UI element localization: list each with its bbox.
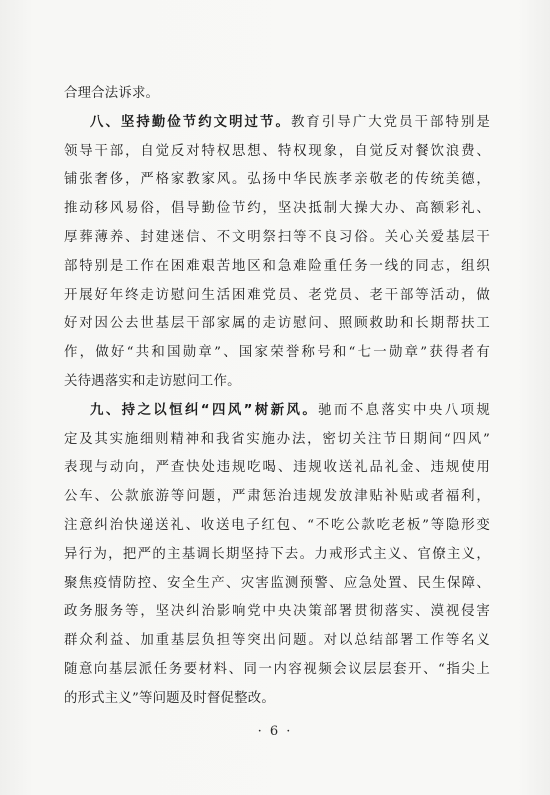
text-line: 合理合法诉求。 xyxy=(64,86,160,101)
text-line: 领导干部，自觉反对特权思想、特权现象，自觉反对餐饮浪费、 xyxy=(64,143,490,159)
text-line: 教育引导广大党员干部特别是 xyxy=(290,114,490,130)
text-line: 开展好年终走访慰问生活困难党员、老党员、老干部等活动，做 xyxy=(64,287,490,303)
text-line: 关待遇落实和走访慰问工作。 xyxy=(64,373,241,389)
text-line: 的形式主义”等问题及时督促整改。 xyxy=(64,690,275,706)
section-9-first-line xyxy=(64,397,490,426)
text-line: 铺张奢侈，严格家教家风。弘扬中华民族孝亲敬老的传统美德， xyxy=(64,172,490,188)
text-line: 定及其实施细则精神和我省实施办法，密切关注节日期间“四风” xyxy=(64,431,490,447)
section-heading-9: 九、持之以恒纠“四风”树新风。 xyxy=(90,402,319,418)
text-line: 聚焦疫情防控、安全生产、灾害监测预警、应急处置、民生保障、 xyxy=(64,575,490,591)
text-line: 表现与动向，严查快处违规吃喝、违规收送礼品礼金、违规使用 xyxy=(64,460,490,476)
text-line: 好对因公去世基层干部家属的走访慰问、照顾救助和长期帮扶工 xyxy=(64,316,490,332)
text-line: 公车、公款旅游等问题，严肃惩治违规发放津贴补贴或者福利， xyxy=(64,489,490,505)
text-line: 厚葬薄养、封建迷信、不文明祭扫等不良习俗。关心关爱基层干 xyxy=(64,229,490,245)
text-line: 群众利益、加重基层负担等突出问题。对以总结部署工作等名义 xyxy=(64,633,490,649)
section-8-first-line xyxy=(64,109,490,138)
text-line: 随意向基层派任务要材料、同一内容视频会议层层套开、“指尖上 xyxy=(64,661,490,677)
section-heading-8: 八、坚持勤俭节约文明过节。 xyxy=(90,114,291,130)
text-line: 推动移风易俗，倡导勤俭节约，坚决抵制大操大办、高额彩礼、 xyxy=(64,201,490,217)
document-body xyxy=(64,80,490,714)
text-line: 驰而不息落实中央八项规 xyxy=(318,402,490,418)
text-line: 作，做好“共和国勋章”、国家荣誉称号和“七一勋章”获得者有 xyxy=(64,345,490,361)
text-line: 部特别是工作在困难艰苦地区和急难险重任务一线的同志，组织 xyxy=(64,258,490,274)
text-line: 异行为，把严的主基调长期坚持下去。力戒形式主义、官僚主义， xyxy=(64,546,490,562)
text-line: 注意纠治快递送礼、收送电子红包、“不吃公款吃老板”等隐形变 xyxy=(64,517,490,533)
text-line: 政务服务等，坚决纠治影响党中央决策部署贯彻落实、漠视侵害 xyxy=(64,604,490,620)
page-number: · 6 · xyxy=(257,724,293,739)
